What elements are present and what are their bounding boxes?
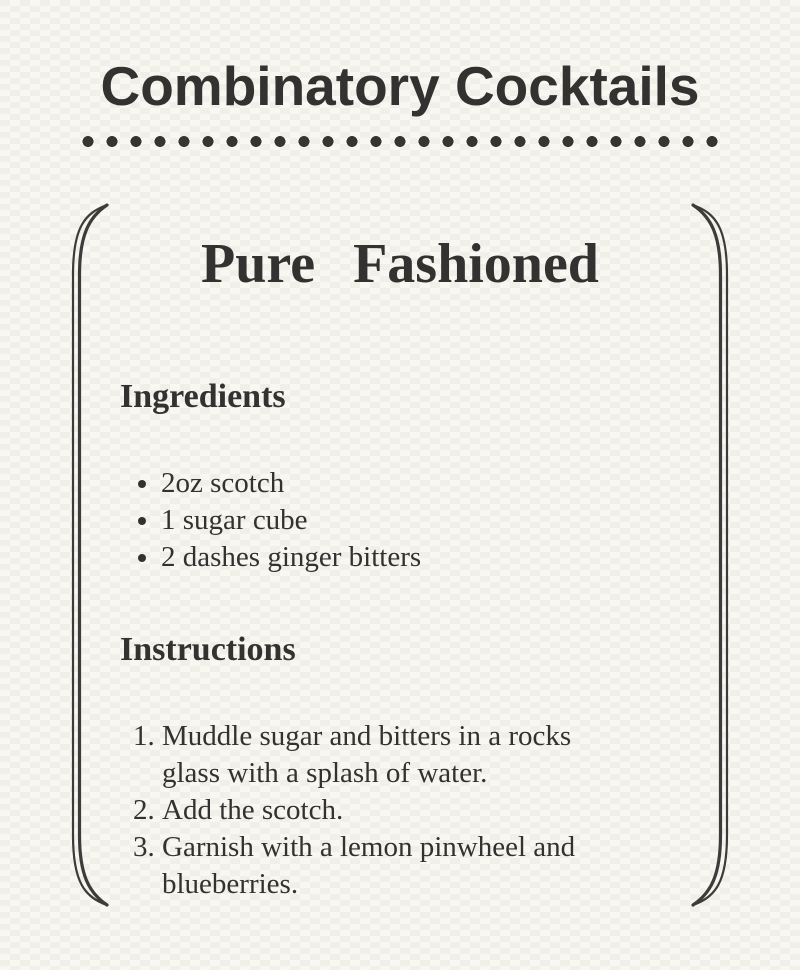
instruction-step: 2. Add the scotch. bbox=[162, 792, 617, 829]
right-bracket-ornament bbox=[683, 203, 729, 907]
page-title: Combinatory Cocktails bbox=[100, 55, 700, 117]
ingredient-item: • 2 dashes ginger bitters bbox=[161, 539, 680, 576]
recipe-title: Pure Fashioned bbox=[201, 233, 599, 295]
recipe-content bbox=[120, 203, 680, 903]
instruction-step: 1. Muddle sugar and bitters in a rocks glass with a splash of water. bbox=[162, 718, 617, 792]
ingredients-heading: Ingredients bbox=[120, 378, 286, 415]
left-bracket-ornament bbox=[71, 203, 117, 907]
instructions-heading: Instructions bbox=[120, 631, 296, 668]
dotted-divider bbox=[76, 135, 724, 148]
ingredient-item: • 2oz scotch bbox=[161, 465, 680, 502]
ingredient-item: • 1 sugar cube bbox=[161, 502, 680, 539]
instruction-step: 3. Garnish with a lemon pinwheel and blueberries. bbox=[162, 829, 617, 903]
recipe-card bbox=[71, 203, 729, 907]
instructions-list bbox=[120, 718, 617, 903]
ingredients-list bbox=[120, 465, 680, 576]
